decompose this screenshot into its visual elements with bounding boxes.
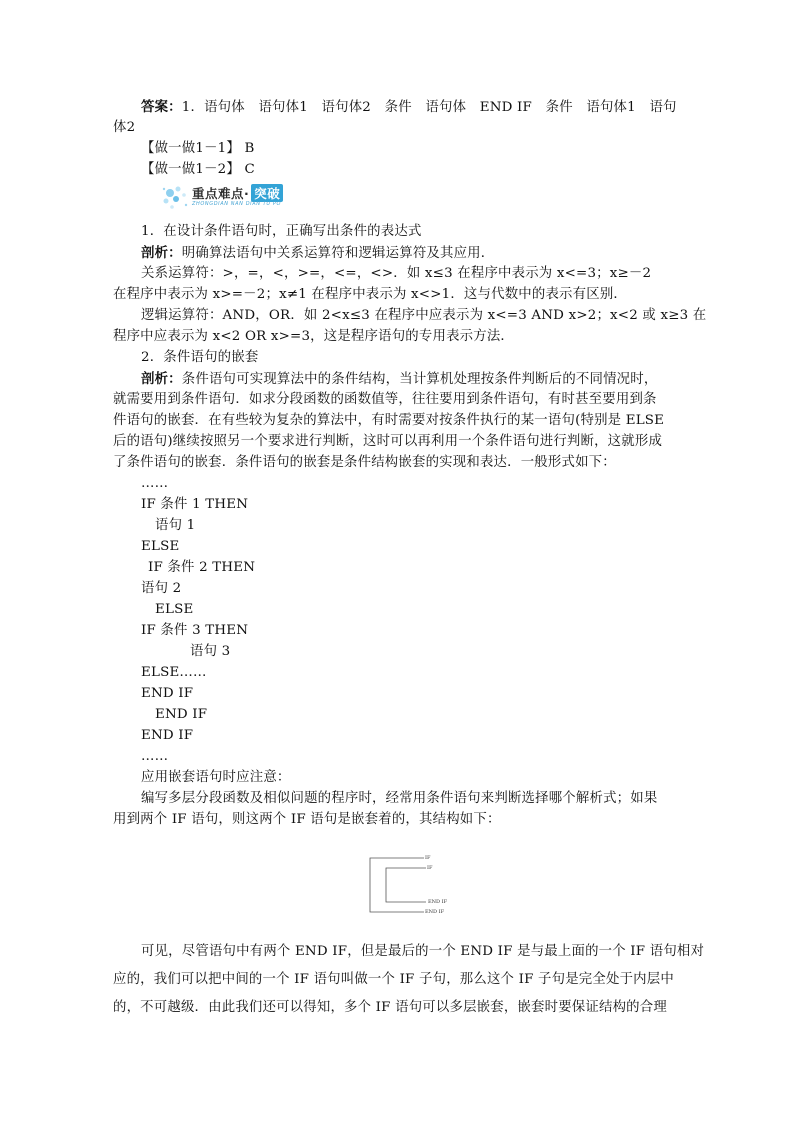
section-banner: [160, 183, 325, 213]
banner-highlight: 突破: [251, 184, 283, 202]
banner-title-text: 重点难点·: [192, 186, 250, 201]
analysis-label: 剖析：: [141, 245, 182, 261]
code-line: ELSE……: [141, 665, 207, 680]
logical-ops-line-2: 程序中应表示为 x<2 OR x>=3，这是程序语句的专用表示方法．: [113, 329, 515, 344]
section-2-para-5: 了条件语句的嵌套．条件语句的嵌套是条件结构嵌套的实现和表达．一般形式如下：: [113, 455, 616, 470]
banner-subtitle: ZHONGDIAN NAN DIAN TU PO: [192, 201, 282, 207]
notes-line-1: 编写多层分段函数及相似问题的程序时，经常用条件语句来判断选择哪个解析式；如果: [141, 791, 658, 806]
code-line: ELSE: [155, 602, 194, 617]
diagram-end-if-inner: END IF: [428, 899, 448, 905]
closing-line-2: 应的，我们可以把中间的一个 IF 语句叫做一个 IF 子句，那么这个 IF 子句是完全处于内层中: [113, 972, 674, 987]
notes-heading: 应用嵌套语句时应注意：: [141, 770, 291, 785]
closing-line-1: 可见，尽管语句中有两个 END IF，但是最后的一个 END IF 是与最上面的一个 IF 语句相对: [141, 944, 705, 959]
logical-ops-line-1: 逻辑运算符：AND，OR．如 2<x≤3 在程序中应表示为 x<=3 AND x>2；x<2 或 x≥3 在: [141, 308, 707, 323]
code-line: ……: [141, 476, 169, 491]
analysis-label-2: 剖析：: [141, 371, 182, 387]
banner-title: [192, 184, 283, 202]
nested-if-diagram: [360, 846, 480, 924]
answer-text-1: 1．语句体 语句体1 语句体2 条件 语句体 END IF 条件 语句体1 语句: [181, 100, 677, 115]
closing-line-3: 的，不可越级．由此我们还可以得知，多个 IF 语句可以多层嵌套，嵌套时要保证结构的合理: [113, 1000, 667, 1015]
analysis-text: 明确算法语句中关系运算符和逻辑运算符及其应用．: [181, 246, 495, 261]
code-line: 语句 2: [141, 581, 182, 596]
code-line: END IF: [141, 686, 194, 701]
relational-ops-line-2: 在程序中表示为 x>=－2；x≠1 在程序中表示为 x<>1．这与代数中的表示有区别．: [113, 287, 628, 302]
section-2-para-1: [141, 369, 686, 390]
sparkle-icon: [160, 183, 194, 213]
section-2-para-2: 就需要用到条件语句．如求分段函数的函数值等，往往要用到条件语句，有时甚至要用到条: [113, 392, 657, 407]
section-1-heading: 1．在设计条件语句时，正确写出条件的表达式: [141, 224, 422, 239]
zuo-yi-zuo-1: 【做一做1－1】 B: [141, 141, 255, 156]
code-line: END IF: [141, 728, 194, 743]
diagram-end-if-outer: END IF: [425, 909, 445, 915]
code-line: ……: [141, 749, 169, 764]
nested-if-brackets: [360, 846, 480, 924]
notes-line-2: 用到两个 IF 语句，则这两个 IF 语句是嵌套着的，其结构如下：: [113, 812, 501, 827]
code-line: IF 条件 3 THEN: [141, 623, 249, 638]
code-line: 语句 3: [190, 644, 231, 659]
zuo-yi-zuo-2: 【做一做1－2】 C: [141, 162, 255, 177]
diagram-if-outer: IF: [425, 855, 431, 861]
section-2-para-3: 件语句的嵌套．在有些较为复杂的算法中，有时需要对按条件执行的某一语句(特别是 ELSE: [113, 413, 665, 428]
code-line: IF 条件 2 THEN: [148, 560, 256, 575]
code-line: IF 条件 1 THEN: [141, 497, 249, 512]
diagram-if-inner: IF: [427, 865, 433, 871]
answer-label: 答案：: [141, 99, 182, 115]
section-2-heading: 2．条件语句的嵌套: [141, 350, 259, 365]
code-line: 语句 1: [155, 518, 196, 533]
answer-line-2: 体2: [113, 120, 136, 135]
code-line: END IF: [155, 707, 208, 722]
answer-line-1: [141, 97, 686, 118]
section-1-analysis: [141, 243, 686, 264]
relational-ops-line-1: 关系运算符：>，=，<，>=，<=，<>．如 x≤3 在程序中表示为 x<=3；x≥－2: [141, 266, 652, 281]
section-2-para-4: 后的语句)继续按照另一个要求进行判断，这时可以再利用一个条件语句进行判断，这就形成: [113, 434, 663, 449]
section-2-para-1-text: 条件语句可实现算法中的条件结构，当计算机处理按条件判断后的不同情况时，: [181, 372, 658, 387]
code-line: ELSE: [141, 539, 180, 554]
